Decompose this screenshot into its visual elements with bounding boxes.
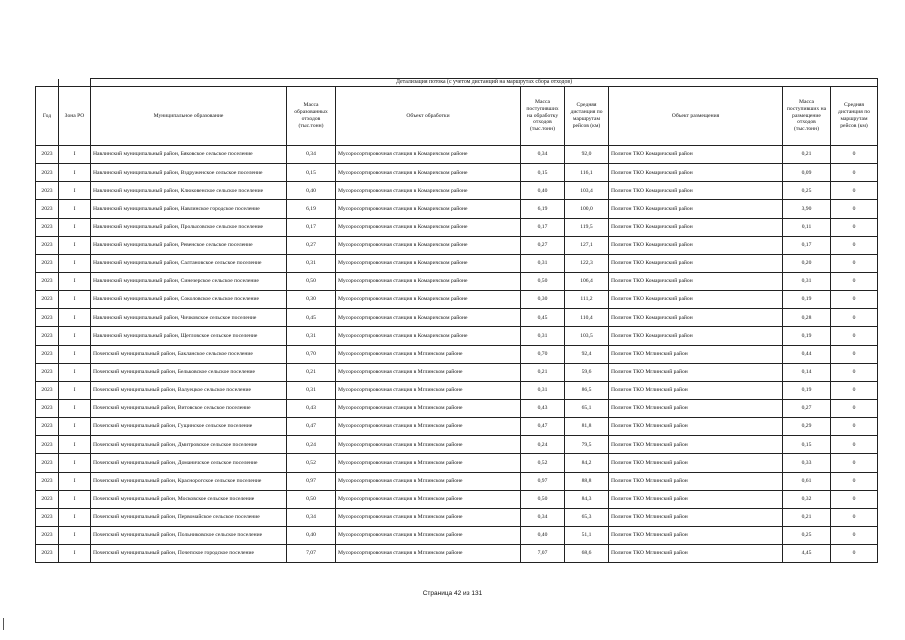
processed-mass-cell: 0,27 xyxy=(521,236,565,254)
zone-cell: I xyxy=(59,254,91,272)
year-cell: 2023 xyxy=(36,454,59,472)
generated-mass-cell: 0,15 xyxy=(287,164,336,182)
generated-mass-cell: 0,50 xyxy=(287,272,336,290)
municipality-cell: Навлинский муниципальный район, Навлинское городское поселение xyxy=(91,200,287,218)
disposed-mass-cell: 0,31 xyxy=(783,272,831,290)
table-row xyxy=(36,545,878,563)
year-cell: 2023 xyxy=(36,200,59,218)
disposal-distance-cell: 0 xyxy=(831,272,878,290)
zone-cell: I xyxy=(59,526,91,544)
processing-distance-cell: 86,5 xyxy=(565,381,609,399)
disposal-distance-cell: 0 xyxy=(831,291,878,309)
disposal-site-cell: Полигон ТКО Мглинский район xyxy=(609,418,783,436)
year-cell: 2023 xyxy=(36,146,59,164)
year-cell: 2023 xyxy=(36,182,59,200)
zone-cell: I xyxy=(59,200,91,218)
processed-mass-cell: 0,34 xyxy=(521,146,565,164)
table-row xyxy=(36,399,878,417)
municipality-cell: Навлинский муниципальный район, Чичковское сельское поселение xyxy=(91,309,287,327)
processed-mass-cell: 0,24 xyxy=(521,436,565,454)
processing-distance-cell: 110,4 xyxy=(565,309,609,327)
processed-mass-cell: 0,17 xyxy=(521,218,565,236)
year-cell: 2023 xyxy=(36,472,59,490)
processing-facility-cell: Мусоросортировочная станция в Комаричском районе xyxy=(336,164,521,182)
processed-mass-cell: 0,43 xyxy=(521,399,565,417)
zone-cell: I xyxy=(59,236,91,254)
zone-cell: I xyxy=(59,508,91,526)
column-header: Средняя дистанция по маршрутам рейсов (км) xyxy=(565,87,609,146)
disposal-distance-cell: 0 xyxy=(831,490,878,508)
year-cell: 2023 xyxy=(36,490,59,508)
disposal-site-cell: Полигон ТКО Комаричский район xyxy=(609,146,783,164)
processing-distance-cell: 81,8 xyxy=(565,418,609,436)
disposed-mass-cell: 0,20 xyxy=(783,254,831,272)
disposal-distance-cell: 0 xyxy=(831,182,878,200)
generated-mass-cell: 0,70 xyxy=(287,345,336,363)
municipality-cell: Навлинский муниципальный район, Соколовское сельское поселение xyxy=(91,291,287,309)
year-cell: 2023 xyxy=(36,272,59,290)
zone-cell: I xyxy=(59,218,91,236)
processed-mass-cell: 0,30 xyxy=(521,291,565,309)
column-header: Средняя дистанция по маршрутам рейсов (км) xyxy=(831,87,878,146)
processed-mass-cell: 0,31 xyxy=(521,254,565,272)
municipality-cell: Навлинский муниципальный район, Клюковенское сельское поселение xyxy=(91,182,287,200)
processing-facility-cell: Мусоросортировочная станция в Комаричском районе xyxy=(336,272,521,290)
table-row xyxy=(36,291,878,309)
year-cell: 2023 xyxy=(36,526,59,544)
column-header: Муниципальное образование xyxy=(91,87,287,146)
generated-mass-cell: 0,34 xyxy=(287,508,336,526)
municipality-cell: Навлинский муниципальный район, Пролысовское сельское поселение xyxy=(91,218,287,236)
table-row xyxy=(36,508,878,526)
column-header: Год xyxy=(36,87,59,146)
table-row xyxy=(36,218,878,236)
processed-mass-cell: 0,40 xyxy=(521,526,565,544)
disposal-distance-cell: 0 xyxy=(831,236,878,254)
generated-mass-cell: 0,47 xyxy=(287,418,336,436)
processed-mass-cell: 0,40 xyxy=(521,182,565,200)
processing-facility-cell: Мусоросортировочная станция в Мглинском районе xyxy=(336,454,521,472)
processing-facility-cell: Мусоросортировочная станция в Комаричском районе xyxy=(336,309,521,327)
zone-cell: I xyxy=(59,146,91,164)
disposal-distance-cell: 0 xyxy=(831,200,878,218)
disposal-site-cell: Полигон ТКО Комаричский район xyxy=(609,272,783,290)
processing-distance-cell: 122,3 xyxy=(565,254,609,272)
year-cell: 2023 xyxy=(36,218,59,236)
disposal-distance-cell: 0 xyxy=(831,146,878,164)
processing-facility-cell: Мусоросортировочная станция в Комаричском районе xyxy=(336,291,521,309)
processing-distance-cell: 84,2 xyxy=(565,454,609,472)
disposal-site-cell: Полигон ТКО Мглинский район xyxy=(609,345,783,363)
processing-facility-cell: Мусоросортировочная станция в Комаричском районе xyxy=(336,236,521,254)
disposal-site-cell: Полигон ТКО Мглинский район xyxy=(609,436,783,454)
municipality-cell: Навлинский муниципальный район, Синезерское сельское поселение xyxy=(91,272,287,290)
year-cell: 2023 xyxy=(36,291,59,309)
zone-cell: I xyxy=(59,454,91,472)
processing-facility-cell: Мусоросортировочная станция в Комаричском районе xyxy=(336,200,521,218)
table-row xyxy=(36,436,878,454)
column-header: Масса образованных отходов (тыс.тонн) xyxy=(287,87,336,146)
disposed-mass-cell: 0,14 xyxy=(783,363,831,381)
processing-distance-cell: 59,6 xyxy=(565,363,609,381)
processing-distance-cell: 84,3 xyxy=(565,490,609,508)
disposed-mass-cell: 0,17 xyxy=(783,236,831,254)
zone-cell: I xyxy=(59,472,91,490)
processing-distance-cell: 79,5 xyxy=(565,436,609,454)
municipality-cell: Почепский муниципальный район, Валуецкое сельское поселение xyxy=(91,381,287,399)
generated-mass-cell: 0,31 xyxy=(287,254,336,272)
processing-facility-cell: Мусоросортировочная станция в Комаричском районе xyxy=(336,254,521,272)
disposal-site-cell: Полигон ТКО Комаричский район xyxy=(609,309,783,327)
processing-facility-cell: Мусоросортировочная станция в Комаричском районе xyxy=(336,218,521,236)
disposed-mass-cell: 0,09 xyxy=(783,164,831,182)
disposal-distance-cell: 0 xyxy=(831,526,878,544)
zone-cell: I xyxy=(59,182,91,200)
disposal-site-cell: Полигон ТКО Мглинский район xyxy=(609,363,783,381)
table-header-row xyxy=(36,87,878,146)
processed-mass-cell: 0,21 xyxy=(521,363,565,381)
processed-mass-cell: 0,52 xyxy=(521,454,565,472)
table-row xyxy=(36,200,878,218)
table-row xyxy=(36,490,878,508)
year-cell: 2023 xyxy=(36,327,59,345)
zone-cell: I xyxy=(59,291,91,309)
processing-distance-cell: 68,6 xyxy=(565,545,609,563)
processing-distance-cell: 65,3 xyxy=(565,508,609,526)
disposal-site-cell: Полигон ТКО Мглинский район xyxy=(609,381,783,399)
page-number: Страница 42 из 131 xyxy=(422,590,483,597)
zone-cell: I xyxy=(59,164,91,182)
zone-cell: I xyxy=(59,490,91,508)
disposal-site-cell: Полигон ТКО Комаричский район xyxy=(609,236,783,254)
zone-cell: I xyxy=(59,545,91,563)
year-cell: 2023 xyxy=(36,254,59,272)
column-header: Масса поступивших на обработку отходов (тыс.тонн) xyxy=(521,87,565,146)
municipality-cell: Почепский муниципальный район, Польниковское сельское поселение xyxy=(91,526,287,544)
processed-mass-cell: 0,31 xyxy=(521,327,565,345)
processing-distance-cell: 111,2 xyxy=(565,291,609,309)
disposed-mass-cell: 0,21 xyxy=(783,146,831,164)
disposal-distance-cell: 0 xyxy=(831,508,878,526)
year-cell: 2023 xyxy=(36,418,59,436)
generated-mass-cell: 0,17 xyxy=(287,218,336,236)
disposed-mass-cell: 0,19 xyxy=(783,381,831,399)
generated-mass-cell: 0,24 xyxy=(287,436,336,454)
generated-mass-cell: 0,27 xyxy=(287,236,336,254)
disposal-site-cell: Полигон ТКО Комаричский район xyxy=(609,164,783,182)
processed-mass-cell: 6,19 xyxy=(521,200,565,218)
processing-distance-cell: 51,1 xyxy=(565,526,609,544)
table-row xyxy=(36,236,878,254)
disposal-distance-cell: 0 xyxy=(831,164,878,182)
disposal-distance-cell: 0 xyxy=(831,454,878,472)
disposal-site-cell: Полигон ТКО Мглинский район xyxy=(609,399,783,417)
processed-mass-cell: 0,47 xyxy=(521,418,565,436)
waste-flow-table xyxy=(35,78,878,563)
disposed-mass-cell: 0,11 xyxy=(783,218,831,236)
table-row xyxy=(36,164,878,182)
generated-mass-cell: 0,34 xyxy=(287,146,336,164)
disposed-mass-cell: 0,29 xyxy=(783,418,831,436)
disposal-distance-cell: 0 xyxy=(831,436,878,454)
municipality-cell: Навлинский муниципальный район, Ревенское сельское поселение xyxy=(91,236,287,254)
processed-mass-cell: 0,50 xyxy=(521,490,565,508)
disposal-distance-cell: 0 xyxy=(831,472,878,490)
disposal-distance-cell: 0 xyxy=(831,309,878,327)
disposed-mass-cell: 3,90 xyxy=(783,200,831,218)
processing-facility-cell: Мусоросортировочная станция в Мглинском районе xyxy=(336,345,521,363)
disposal-distance-cell: 0 xyxy=(831,545,878,563)
disposal-site-cell: Полигон ТКО Комаричский район xyxy=(609,218,783,236)
generated-mass-cell: 0,31 xyxy=(287,381,336,399)
disposed-mass-cell: 0,28 xyxy=(783,309,831,327)
table-row xyxy=(36,381,878,399)
table-row xyxy=(36,345,878,363)
municipality-cell: Почепский муниципальный район, Доманичское сельское поселение xyxy=(91,454,287,472)
disposal-site-cell: Полигон ТКО Мглинский район xyxy=(609,526,783,544)
generated-mass-cell: 0,43 xyxy=(287,399,336,417)
processing-facility-cell: Мусоросортировочная станция в Мглинском районе xyxy=(336,381,521,399)
disposed-mass-cell: 0,25 xyxy=(783,182,831,200)
year-cell: 2023 xyxy=(36,363,59,381)
generated-mass-cell: 0,21 xyxy=(287,363,336,381)
zone-cell: I xyxy=(59,436,91,454)
disposal-site-cell: Полигон ТКО Мглинский район xyxy=(609,508,783,526)
processed-mass-cell: 0,50 xyxy=(521,272,565,290)
processed-mass-cell: 0,15 xyxy=(521,164,565,182)
processing-distance-cell: 92,0 xyxy=(565,146,609,164)
processing-distance-cell: 92,4 xyxy=(565,345,609,363)
generated-mass-cell: 7,07 xyxy=(287,545,336,563)
municipality-cell: Почепский муниципальный район, Московское сельское поселение xyxy=(91,490,287,508)
year-cell: 2023 xyxy=(36,545,59,563)
year-cell: 2023 xyxy=(36,164,59,182)
disposed-mass-cell: 0,21 xyxy=(783,508,831,526)
municipality-cell: Навлинский муниципальный район, Салтановское сельское поселение xyxy=(91,254,287,272)
processing-distance-cell: 88,8 xyxy=(565,472,609,490)
disposal-distance-cell: 0 xyxy=(831,399,878,417)
scan-edge-mark xyxy=(3,618,4,630)
disposed-mass-cell: 0,15 xyxy=(783,436,831,454)
disposal-distance-cell: 0 xyxy=(831,327,878,345)
generated-mass-cell: 0,40 xyxy=(287,526,336,544)
table-row xyxy=(36,309,878,327)
column-header: Объект обработки xyxy=(336,87,521,146)
disposal-distance-cell: 0 xyxy=(831,254,878,272)
generated-mass-cell: 0,52 xyxy=(287,454,336,472)
processing-facility-cell: Мусоросортировочная станция в Комаричском районе xyxy=(336,182,521,200)
table-row xyxy=(36,272,878,290)
disposal-distance-cell: 0 xyxy=(831,381,878,399)
disposed-mass-cell: 0,19 xyxy=(783,327,831,345)
disposal-site-cell: Полигон ТКО Комаричский район xyxy=(609,200,783,218)
processing-distance-cell: 106,4 xyxy=(565,272,609,290)
year-cell: 2023 xyxy=(36,399,59,417)
processed-mass-cell: 7,07 xyxy=(521,545,565,563)
year-cell: 2023 xyxy=(36,508,59,526)
municipality-cell: Навлинский муниципальный район, Бяковское сельское поселение xyxy=(91,146,287,164)
table-caption: Детализация потока (с учетом дистанций на маршрутах сбора отходов) xyxy=(91,79,878,87)
zone-cell: I xyxy=(59,381,91,399)
zone-cell: I xyxy=(59,363,91,381)
disposal-site-cell: Полигон ТКО Мглинский район xyxy=(609,545,783,563)
processing-distance-cell: 116,1 xyxy=(565,164,609,182)
document-page xyxy=(35,78,877,563)
zone-cell: I xyxy=(59,345,91,363)
generated-mass-cell: 0,97 xyxy=(287,472,336,490)
processing-facility-cell: Мусоросортировочная станция в Мглинском районе xyxy=(336,508,521,526)
table-row xyxy=(36,146,878,164)
generated-mass-cell: 0,31 xyxy=(287,327,336,345)
municipality-cell: Почепский муниципальный район, Краснорогское сельское поселение xyxy=(91,472,287,490)
processing-facility-cell: Мусоросортировочная станция в Мглинском районе xyxy=(336,418,521,436)
disposal-site-cell: Полигон ТКО Комаричский район xyxy=(609,254,783,272)
table-row xyxy=(36,472,878,490)
generated-mass-cell: 0,40 xyxy=(287,182,336,200)
disposal-distance-cell: 0 xyxy=(831,418,878,436)
disposed-mass-cell: 0,44 xyxy=(783,345,831,363)
processing-facility-cell: Мусоросортировочная станция в Мглинском районе xyxy=(336,490,521,508)
generated-mass-cell: 6,19 xyxy=(287,200,336,218)
column-header: Масса поступивших на размещение отходов (тыс.тонн) xyxy=(783,87,831,146)
processing-facility-cell: Мусоросортировочная станция в Комаричском районе xyxy=(336,146,521,164)
municipality-cell: Почепский муниципальный район, Бакланское сельское поселение xyxy=(91,345,287,363)
municipality-cell: Навлинский муниципальный район, Вздруженское сельское поселение xyxy=(91,164,287,182)
generated-mass-cell: 0,45 xyxy=(287,309,336,327)
processing-distance-cell: 103,5 xyxy=(565,327,609,345)
table-row xyxy=(36,182,878,200)
table-row xyxy=(36,327,878,345)
table-row xyxy=(36,254,878,272)
generated-mass-cell: 0,30 xyxy=(287,291,336,309)
column-header: Зона РО xyxy=(59,87,91,146)
municipality-cell: Почепский муниципальный район, Бельковское сельское поселение xyxy=(91,363,287,381)
disposed-mass-cell: 4,45 xyxy=(783,545,831,563)
zone-cell: I xyxy=(59,399,91,417)
disposal-site-cell: Полигон ТКО Мглинский район xyxy=(609,490,783,508)
municipality-cell: Почепский муниципальный район, Дмитровское сельское поселение xyxy=(91,436,287,454)
disposed-mass-cell: 0,27 xyxy=(783,399,831,417)
processing-distance-cell: 127,1 xyxy=(565,236,609,254)
disposal-site-cell: Полигон ТКО Мглинский район xyxy=(609,454,783,472)
zone-cell: I xyxy=(59,418,91,436)
disposed-mass-cell: 0,61 xyxy=(783,472,831,490)
processing-distance-cell: 100,0 xyxy=(565,200,609,218)
disposed-mass-cell: 0,25 xyxy=(783,526,831,544)
processed-mass-cell: 0,34 xyxy=(521,508,565,526)
processed-mass-cell: 0,31 xyxy=(521,381,565,399)
zone-cell: I xyxy=(59,272,91,290)
disposal-site-cell: Полигон ТКО Комаричский район xyxy=(609,327,783,345)
year-cell: 2023 xyxy=(36,436,59,454)
disposed-mass-cell: 0,32 xyxy=(783,490,831,508)
municipality-cell: Навлинский муниципальный район, Щегловское сельское поселение xyxy=(91,327,287,345)
processing-facility-cell: Мусоросортировочная станция в Мглинском районе xyxy=(336,399,521,417)
generated-mass-cell: 0,50 xyxy=(287,490,336,508)
municipality-cell: Почепский муниципальный район, Витовское сельское поселение xyxy=(91,399,287,417)
municipality-cell: Почепский муниципальный район, Первомайское сельское поселение xyxy=(91,508,287,526)
year-cell: 2023 xyxy=(36,309,59,327)
processed-mass-cell: 0,70 xyxy=(521,345,565,363)
processed-mass-cell: 0,97 xyxy=(521,472,565,490)
table-row xyxy=(36,418,878,436)
disposal-distance-cell: 0 xyxy=(831,363,878,381)
disposed-mass-cell: 0,19 xyxy=(783,291,831,309)
year-cell: 2023 xyxy=(36,236,59,254)
processing-facility-cell: Мусоросортировочная станция в Мглинском районе xyxy=(336,436,521,454)
disposal-site-cell: Полигон ТКО Комаричский район xyxy=(609,182,783,200)
disposed-mass-cell: 0,33 xyxy=(783,454,831,472)
processing-distance-cell: 119,5 xyxy=(565,218,609,236)
zone-cell: I xyxy=(59,327,91,345)
processing-facility-cell: Мусоросортировочная станция в Мглинском районе xyxy=(336,545,521,563)
processed-mass-cell: 0,45 xyxy=(521,309,565,327)
disposal-distance-cell: 0 xyxy=(831,218,878,236)
processing-distance-cell: 65,1 xyxy=(565,399,609,417)
zone-cell: I xyxy=(59,309,91,327)
municipality-cell: Почепский муниципальный район, Почепское городское поселение xyxy=(91,545,287,563)
disposal-site-cell: Полигон ТКО Комаричский район xyxy=(609,291,783,309)
year-cell: 2023 xyxy=(36,345,59,363)
disposal-site-cell: Полигон ТКО Мглинский район xyxy=(609,472,783,490)
processing-facility-cell: Мусоросортировочная станция в Мглинском районе xyxy=(336,526,521,544)
processing-facility-cell: Мусоросортировочная станция в Мглинском районе xyxy=(336,472,521,490)
processing-facility-cell: Мусоросортировочная станция в Мглинском районе xyxy=(336,363,521,381)
processing-distance-cell: 103,4 xyxy=(565,182,609,200)
table-row xyxy=(36,454,878,472)
table-row xyxy=(36,363,878,381)
column-header: Объект размещения xyxy=(609,87,783,146)
municipality-cell: Почепский муниципальный район, Гущинское сельское поселение xyxy=(91,418,287,436)
disposal-distance-cell: 0 xyxy=(831,345,878,363)
year-cell: 2023 xyxy=(36,381,59,399)
table-row xyxy=(36,526,878,544)
processing-facility-cell: Мусоросортировочная станция в Комаричском районе xyxy=(336,327,521,345)
